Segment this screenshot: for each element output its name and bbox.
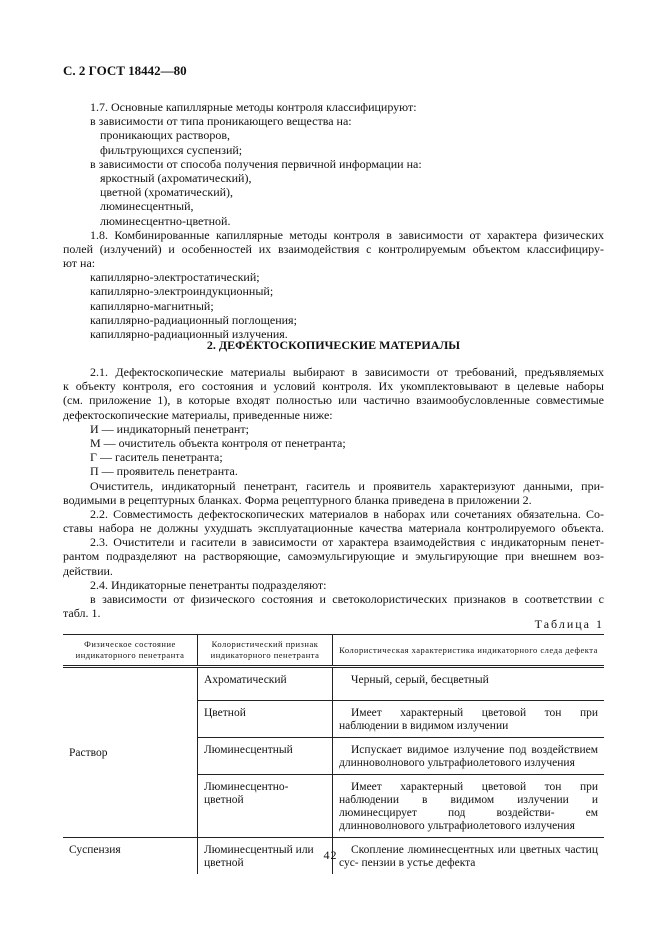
text-line: капиллярно-радиационный излучения. — [90, 327, 288, 341]
text-line: водимыми в рецептурных бланках. Форма рецептурного бланка приведена в приложении 2. — [63, 492, 532, 507]
text-line: рантом подразделяют на растворяющие, самоэмульгирующие и эмульгирующие при внешнем воз- — [63, 549, 604, 564]
sign-cell: Ахроматический — [198, 667, 333, 701]
sign-cell: Люминесцентный или цветной — [198, 838, 333, 875]
state-cell: Раствор — [63, 667, 198, 838]
text-line: 2.2. Совместимость дефектоскопических материалов в наборах или сочетаниях обязательна. Со- — [90, 506, 604, 521]
text-line: 2.4. Индикаторные пенетранты подразделяют: — [90, 577, 327, 592]
text-line: капиллярно-радиационный поглощения; — [90, 312, 297, 327]
text-line: к объекту контроля, его состояния и условий контроля. Их укомплектовывают в целевые наборы — [63, 379, 604, 394]
section-2 — [63, 365, 604, 620]
table-row — [63, 667, 604, 701]
state-cell: Суспензия — [63, 838, 198, 875]
text-line: 2.1. Дефектоскопические материалы выбирают в зависимости от требований, предъявляемых — [90, 365, 604, 379]
text-line: полей (излучений) и особенностей их взаимодействия с контролируемым объектом классифициру- — [63, 241, 604, 256]
sign-cell: Цветной — [198, 701, 333, 738]
text-line: люминесцентный, — [100, 199, 194, 214]
text-line: (см. приложение 1), в которые входят полностью или частично взаимообусловленные совместимые — [63, 393, 604, 408]
text-line: И — индикаторный пенетрант; — [90, 421, 249, 436]
text-line: в зависимости от физического состояния и светоколористических признаков в соответствии с — [90, 592, 604, 606]
text-line: 1.7. Основные капиллярные методы контроля классифицируют: — [90, 100, 417, 114]
description-cell: Имеет характерный цветовой тон при наблюдении в видимом излучении — [333, 701, 605, 738]
page-number: 42 — [323, 848, 338, 862]
text-line: П — проявитель пенетранта. — [90, 464, 238, 479]
column-header: Колористическая характеристика индикаторного следа дефекта — [333, 635, 605, 667]
text-line: капиллярно-магнитный; — [90, 298, 214, 313]
text-line: действии. — [63, 563, 113, 578]
description-cell: Имеет характерный цветовой тон при наблюдении в видимом излучении и люминесцирует под воздействи- ем длинноволнового ультрафиолетового излучения — [339, 781, 598, 832]
text-line: 2.3. Очистители и гасители в зависимости от характера взаимодействия с индикаторным пенет- — [90, 535, 604, 550]
table-1 — [63, 634, 604, 874]
text-line: дефектоскопические материалы, приведенные ниже: — [63, 407, 333, 422]
text-line: яркостный (ахроматический), — [100, 170, 252, 185]
text-line: Г — гаситель пенетранта; — [90, 450, 223, 465]
text-line: 1.8. Комбинированные капиллярные методы контроля в зависимости от характера физических — [90, 227, 604, 242]
text-line: в зависимости от типа проникающего вещества на: — [90, 114, 352, 129]
text-line: М — очиститель объекта контроля от пенетранта; — [90, 435, 346, 450]
text-line: ставы набора не должны ухудшать эксплуатационные качества материала контролируемого объекта. — [63, 521, 604, 536]
text-line: фильтрующихся суспензий; — [100, 142, 243, 157]
table-caption: Таблица 1 — [534, 617, 604, 631]
text-line: капиллярно-электроиндукционный; — [90, 284, 274, 299]
section-title: 2. ДЕФЕКТОСКОПИЧЕСКИЕ МАТЕРИАЛЫ — [206, 338, 461, 352]
text-line: ют на: — [63, 256, 96, 271]
text-line: капиллярно-электростатический; — [90, 270, 260, 285]
text-line: Очиститель, индикаторный пенетрант, гаситель и проявитель характеризуют данными, при- — [90, 478, 604, 493]
text-line: в зависимости от способа получения первичной информации на: — [90, 156, 422, 171]
page-header: С. 2 ГОСТ 18442—80 — [63, 63, 187, 78]
text-line: цветной (хроматический), — [100, 185, 234, 200]
sign-cell: Люминесцентный — [198, 738, 333, 775]
text-line: проникающих растворов, — [100, 128, 231, 143]
column-header: Физическое состояние индикаторного пенетранта — [63, 635, 198, 667]
description-cell: Испускает видимое излучение под воздействием длинноволнового ультрафиолетового излучения — [333, 738, 605, 775]
section-1 — [63, 100, 604, 341]
column-header: Колористический признак индикаторного пенетранта — [198, 635, 333, 667]
sign-cell: Люминесцентно-цветной — [198, 775, 333, 838]
text-line: табл. 1. — [63, 606, 101, 621]
description-cell: Черный, серый, бесцветный — [333, 667, 605, 701]
description-cell: Скопление люминесцентных или цветных частиц сус- пензии в устье дефекта — [333, 838, 605, 875]
text-line: люминесцентно-цветной. — [100, 213, 231, 228]
